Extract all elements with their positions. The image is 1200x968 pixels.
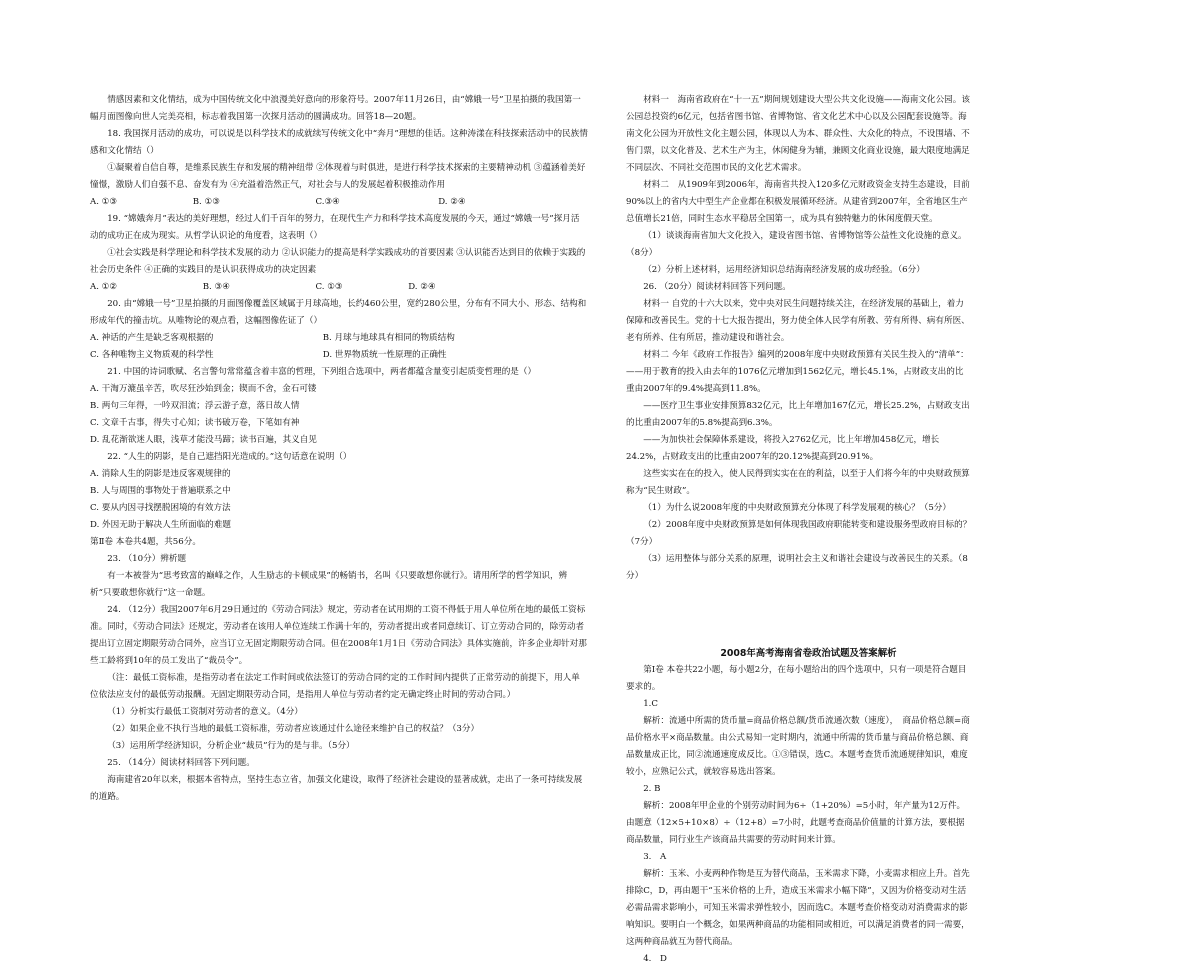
spacer xyxy=(626,585,972,645)
question-19-options xyxy=(90,279,588,296)
question-24-sub-3: （3）运用所学经济知识，分析企业“裁员”行为的是与非。（5分） xyxy=(107,741,355,751)
option-c: C. ①③ xyxy=(315,282,343,292)
q26-material-2-security: ——为加快社会保障体系建设，将投入2762亿元，比上年增加458亿元，增长24.2%，占财政支出的比重由2007年的20.12%提高到20.91%。 xyxy=(626,435,940,462)
option-a: A. 神话的产生是缺乏客观根据的 xyxy=(90,333,214,343)
option-d: D. ②④ xyxy=(408,282,436,292)
option-a: A. 消除人生的阴影是违反客观规律的 xyxy=(90,469,231,479)
option-b: B. 两句三年得，一吟双泪流；浮云游子意，落日故人情 xyxy=(90,401,300,411)
question-18-items: ①凝聚着自信自尊，是维系民族生存和发展的精神纽带 ②体现着与时俱进，是进行科学技术探索的主要精神动机 ③蕴涵着美好憧憬，激励人们自强不息、奋发有为 ④充溢着浩然正气，对社会与人的发展起着积极推动作用 xyxy=(90,163,586,190)
question-19: 19. “嫦娥奔月”表达的美好理想，经过人们千百年的努力，在现代生产力和科学技术高度发展的今天，通过“嫦娥一号”探月活动的成功正在成为现实。从哲学认识论的角度看，这表明（） xyxy=(90,214,580,241)
option-b: B. ③④ xyxy=(202,282,230,292)
answer-3: 3. A xyxy=(643,852,667,862)
question-26-sub-3: （3）运用整体与部分关系的原理，说明社会主义和谐社会建设与改善民生的关系。（8分） xyxy=(626,554,968,581)
question-26-sub-1: （1）为什么说2008年度的中央财政预算充分体现了科学发展观的核心？（5分） xyxy=(643,503,951,513)
question-21: 21. 中国的诗词歌赋、名言警句常常蕴含着丰富的哲理，下列组合选项中，两者都蕴含量变引起质变哲理的是（） xyxy=(107,367,537,377)
option-a: A. ①③ xyxy=(90,197,118,207)
q26-material-2: 材料二 今年《政府工作报告》编列的2008年度中央财政预算有关民生投入的“清单”：——用于教育的投入由去年的1076亿元增加到1562亿元，增长45.1%，占财政支出的比重由2007年的9.4%提高到11.8%。 xyxy=(626,350,969,394)
option-c: C. 文章千古事，得失寸心知；读书破万卷，下笔如有神 xyxy=(90,418,300,428)
option-c: C. 要从内因寻找摆脱困境的有效方法 xyxy=(90,503,231,513)
option-c: C.③④ xyxy=(315,197,340,207)
q25-material-2: 材料二 从1909年到2006年，海南省共投入120多亿元财政资金支持生态建设，目前90%以上的省内大中型生产企业都在积极发展循环经济。从建省到2007年，全省地区生产 总值增长21倍，同时生态水平稳居全国第一，成为具有独特魅力的休闲度假天堂。 xyxy=(626,180,977,224)
question-24-sub-1: （1）分析实行最低工资制对劳动者的意义。（4分） xyxy=(107,707,303,717)
right-column xyxy=(626,92,977,968)
question-24-note: （注：最低工资标准，是指劳动者在法定工作时间或依法签订的劳动合同约定的工作时间内提供了正常劳动的前提下，用人单位依法应支付的最低劳动报酬。无固定期限劳动合同，是指用人单位与劳动者约定无确定终止时间的劳动合同。） xyxy=(90,673,580,700)
part-2-heading: 第Ⅱ卷 本卷共4题，共56分。 xyxy=(90,537,201,547)
question-19-items: ①社会实践是科学理论和科学技术发展的动力 ②认识能力的提高是科学实践成功的首要因素 ③认识能否达到目的依赖于实践的社会历史条件 ④正确的实践目的是认识获得成功的决定因素 xyxy=(90,248,586,275)
answer-1: 1.C xyxy=(643,699,658,709)
question-25-sub-1: （1）谈谈海南省加大文化投入，建设省图书馆、省博物馆等公益性文化设施的意义。（8分） xyxy=(626,231,967,258)
question-25-body: 海南建省20年以来，根据本省特点，坚持生态立省，加强文化建设，取得了经济社会建设的显著成就，走出了一条可持续发展的道路。 xyxy=(90,775,583,802)
answer-3-explanation: 解析：玉米、小麦两种作物是互为替代商品，玉米需求下降，小麦需求相应上升。首先排除C，D，再由题干“玉米价格的上升，造成玉米需求小幅下降”，又因为价格变动对生活必需品需求影响小，可知玉米需求弹性较小，因而选C。本题考查价格变动对消费需求的影响知识。要明白一个概念，如果两种商品的功能相同或相近，可以满足消费者的同一需要，这两种商品就互为替代商品。 xyxy=(626,869,970,947)
q26-material-2-health: ——医疗卫生事业安排预算832亿元，比上年增加167亿元，增长25.2%，占财政支出的比重由2007年的5.8%提高到6.3%。 xyxy=(626,401,970,428)
question-23: 23. （10分）辨析题 xyxy=(107,554,187,564)
option-b: B. 人与周围的事物处于普遍联系之中 xyxy=(90,486,231,496)
question-20-options-ab xyxy=(90,330,588,347)
option-d: D. 外因无助于解决人生所面临的难题 xyxy=(90,520,231,530)
left-column xyxy=(90,92,588,806)
q26-material-3: 这些实实在在的投入，使人民得到实实在在的利益，以至于人们将今年的中央财政预算称为“民生财政”。 xyxy=(626,469,970,496)
question-25: 25. （14分）阅读材料回答下列问题。 xyxy=(107,758,255,768)
q26-material-1: 材料一 自党的十六大以来，党中央对民生问题持续关注，在经济发展的基础上，着力保障和改善民生。党的十七大报告提出，努力使全体人民学有所教、劳有所得、病有所医、老有所养、住有所居，推动建设和谐社会。 xyxy=(626,299,970,343)
answer-1-explanation: 解析：流通中所需的货币量=商品价格总额/货币流通次数（速度）， 商品价格总额=商品价格水平×商品数量。由公式易知一定时期内，流通中所需的货币量与商品价格总额、商品数量成正比，同②流通速度成反比。①③错误，选C。本题考查货币流通规律知识，难度较小，应熟记公式，就较容易选出答案。 xyxy=(626,716,970,777)
solutions-title: 2008年高考海南省卷政治试题及答案解析 xyxy=(720,648,897,659)
solutions-intro: 第Ⅰ卷 本卷共22小题，每小题2分，在每小题给出的四个选项中，只有一项是符合题目要求的。 xyxy=(626,665,967,692)
question-23-body: 有一本被誉为“思考致富的巅峰之作，人生励志的卡顿成果”的畅销书，名叫《只要敢想你就行》。请用所学的哲学知识，辨析“只要敢想你就行”这一命题。 xyxy=(90,571,568,598)
question-20-options-cd xyxy=(90,347,588,364)
option-a: A. 干淘万漉虽辛苦，吹尽狂沙始到金；锲而不舍，金石可镂 xyxy=(90,384,317,394)
question-25-sub-2: （2）分析上述材料，运用经济知识总结海南经济发展的成功经验。（6分） xyxy=(643,265,925,275)
option-d: D. 世界物质统一性原理的正确性 xyxy=(322,350,447,360)
question-22: 22. “人生的阴影，是自己遮挡阳光造成的。”这句话意在说明（） xyxy=(107,452,352,462)
question-26-sub-2: （2）2008年度中央财政预算是如何体现我国政府职能转变和建设服务型政府目标的？（7分） xyxy=(626,520,972,547)
answer-4: 4. D xyxy=(643,954,667,964)
question-24-sub-2: （2）如果企业不执行当地的最低工资标准，劳动者应该通过什么途径来维护自己的权益？（3分） xyxy=(107,724,480,734)
question-18-options xyxy=(90,194,588,211)
answer-2-explanation: 解析：2008年甲企业的个别劳动时间为6÷（1+20%）=5小时，年产量为12万件。由题意（12×5+10×8）÷（12+8）=7小时，此题考查商品价值量的计算方法，要根据商品数量，同行业生产该商品共需要的劳动时间来计算。 xyxy=(626,801,966,845)
question-24: 24. （12分）我国2007年6月29日通过的《劳动合同法》规定，劳动者在试用期的工资不得低于用人单位所在地的最低工资标准。同时，《劳动合同法》还规定，劳动者在该用人单位连续工作满十年的，劳动者提出或者同意续订、订立劳动合同的，除劳动者提出订立固定期限劳动合同外，应当订立无固定期限劳动合同。但在2008年1月1日《劳动合同法》具体实施前，许多企业却针对那些工龄将到10年的员工发出了“裁员令”。 xyxy=(90,605,587,666)
option-c: C. 各种唯物主义物质观的科学性 xyxy=(90,350,214,360)
option-b: B. ①③ xyxy=(192,197,220,207)
question-20: 20. 由“嫦娥一号”卫星拍摄的月面图像覆盖区域属于月球高地，长约460公里，宽约280公里，分布有不同大小、形态、结构和形成年代的撞击坑。从唯物论的观点看，这幅图像佐证了（） xyxy=(90,299,587,326)
q25-material-1: 材料一 海南省政府在“十一五”期间规划建设大型公共文化设施——海南文化公园。该公园总投资约6亿元，包括省图书馆、省博物馆、省文化艺术中心以及公园配套设施等。海南文化公园为开放性文化主题公园，体现以人为本、群众性、大众化的特点，不设围墙、不售门票，以文化普及、艺术生产为主，休闲健身为辅，兼顾文化商业设施，最大限度地满足不同层次、不同社交范围市民的文化艺术需求。 xyxy=(626,95,970,173)
question-26: 26. （20分）阅读材料回答下列问题。 xyxy=(643,282,791,292)
option-a: A. ①② xyxy=(90,282,118,292)
option-d: D. 乱花渐欲迷人眼，浅草才能没马蹄；读书百遍，其义自见 xyxy=(90,435,317,445)
answer-2: 2. B xyxy=(643,784,661,794)
option-b: B. 月球与地球具有相同的物质结构 xyxy=(322,333,455,343)
question-18: 18. 我国探月活动的成功，可以说是以科学技术的成就续写传统文化中“奔月”理想的佳话。这种涛漾在科技探索活动中的民族情感和文化情结（） xyxy=(90,129,588,156)
option-d: D. ②④ xyxy=(438,197,466,207)
intro-paragraph: 情感因素和文化情结，成为中国传统文化中浪漫美好意向的形象符号。2007年11月26日，由“嫦娥一号”卫星拍摄的我国第一幅月面图像向世人完美亮相，标志着我国第一次探月活动的圆满成功。回答18—20题。 xyxy=(90,95,581,122)
